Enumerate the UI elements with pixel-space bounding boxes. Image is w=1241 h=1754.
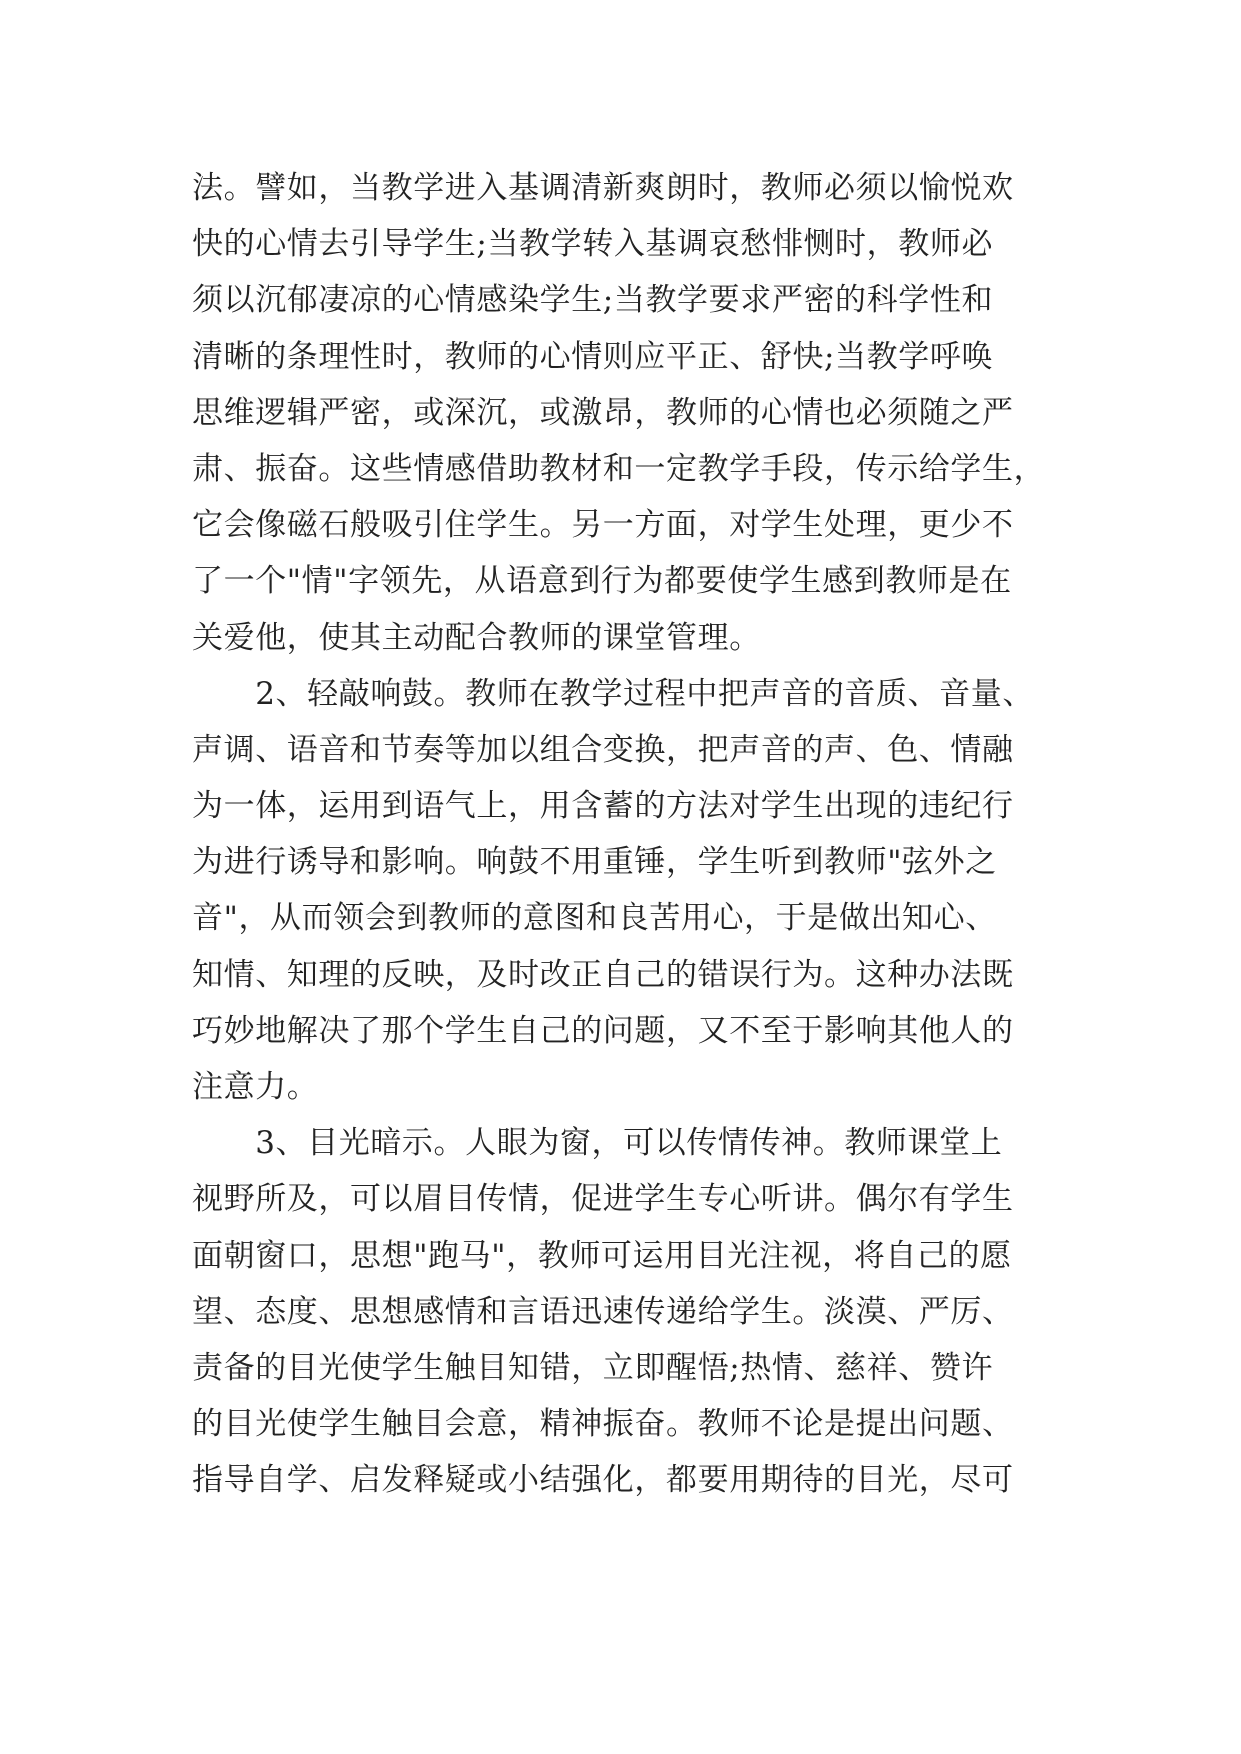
text-line: 关爱他，使其主动配合教师的课堂管理。 [192,619,761,656]
text-line: 它会像磁石般吸引住学生。另一方面，对学生处理，更少不 [192,507,1014,544]
text-line: 为一体，运用到语气上，用含蓄的方法对学生出现的违纪行 [192,788,1014,825]
text-line: 视野所及，可以眉目传情，促进学生专心听讲。偶尔有学生 [192,1181,1014,1218]
text-line: 责备的目光使学生触目知错，立即醒悟;热情、慈祥、赞许 [192,1349,994,1386]
text-line: 望、态度、思想感情和言语迅速传递给学生。淡漠、严厉、 [192,1293,1014,1330]
text-line: 面朝窗口，思想"跑马"，教师可运用目光注视，将自己的愿 [192,1237,1012,1274]
text-line: 知情、知理的反映，及时改正自己的错误行为。这种办法既 [192,956,1014,993]
text-line: 快的心情去引导学生;当教学转入基调哀愁悱恻时，教师必 [192,226,994,263]
text-line: 巧妙地解决了那个学生自己的问题，又不至于影响其他人的 [192,1012,1014,1049]
text-line: 为进行诱导和影响。响鼓不用重锤，学生听到教师"弦外之 [192,844,997,881]
text-line: 思维逻辑严密，或深沉，或激昂，教师的心情也必须随之严 [192,394,1014,431]
text-line: 的目光使学生触目会意，精神振奋。教师不论是提出问题、 [192,1406,1014,1443]
text-line: 法。譬如，当教学进入基调清新爽朗时，教师必须以愉悦欢 [192,170,1014,206]
paragraph-start-line: 2、轻敲响鼓。教师在教学过程中把声音的音质、音量、 [192,675,1034,712]
text-line: 注意力。 [192,1069,319,1105]
body-text [192,160,1072,1509]
text-line: 清晰的条理性时，教师的心情则应平正、舒快;当教学呼唤 [192,338,994,375]
text-line: 肃、振奋。这些情感借助教材和一定教学手段，传示给学生， [192,450,1046,487]
text-line: 须以沉郁凄凉的心情感染学生;当教学要求严密的科学性和 [192,282,994,319]
text-line: 声调、语音和节奏等加以组合变换，把声音的声、色、情融 [192,731,1014,768]
paragraph-start-line: 3、目光暗示。人眼为窗，可以传情传神。教师课堂上 [192,1125,1003,1162]
text-line: 了一个"情"字领先，从语意到行为都要使学生感到教师是在 [192,563,1012,600]
text-line: 指导自学、启发释疑或小结强化，都要用期待的目光，尽可 [192,1462,1014,1499]
text-line: 音"，从而领会到教师的意图和良苦用心，于是做出知心、 [192,900,997,937]
